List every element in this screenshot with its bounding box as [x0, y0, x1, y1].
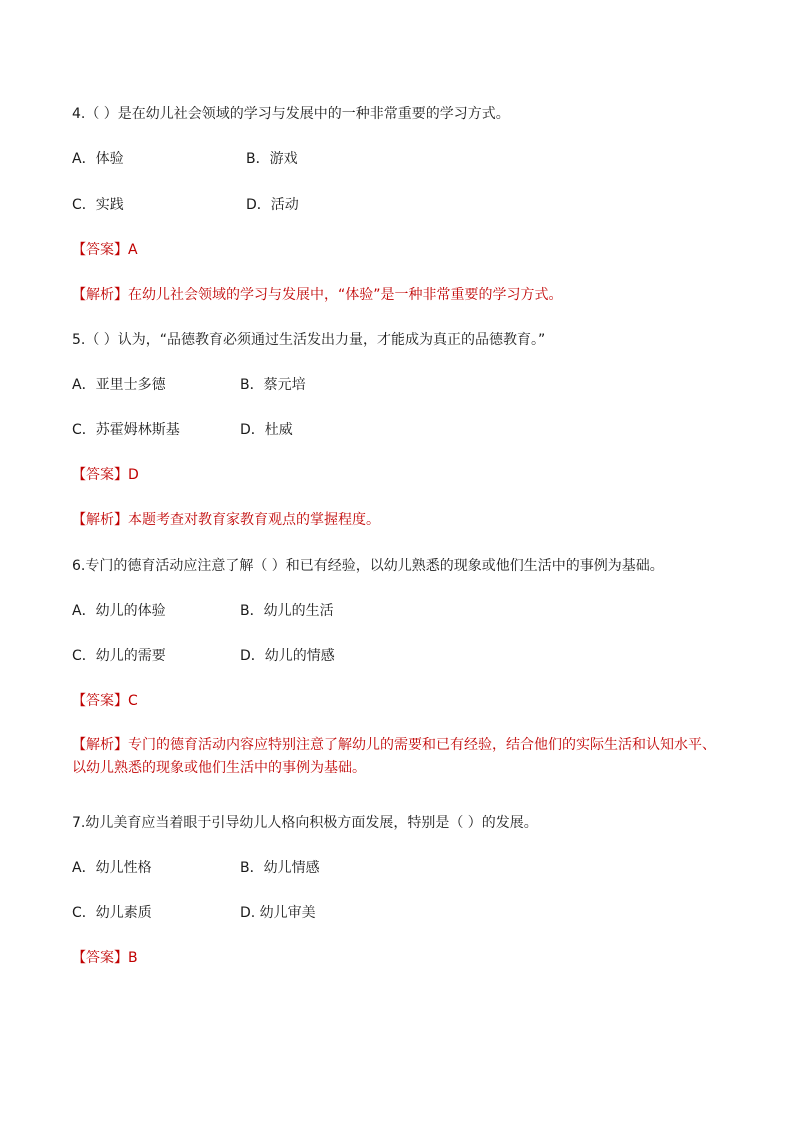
question-6-option-c: C．幼儿的需要 [72, 648, 166, 664]
question-5-stem: 5.（ ）认为，“品德教育必须通过生活发出力量，才能成为真正的品德教育。” [72, 332, 546, 348]
question-5-analysis [72, 510, 380, 530]
question-5-option-c: C．苏霍姆林斯基 [72, 422, 180, 438]
question-4-answer [72, 240, 138, 260]
question-4-option-d: D．活动 [246, 197, 299, 213]
question-4-analysis [72, 285, 563, 305]
question-5-option-d: D．杜威 [240, 422, 293, 438]
answer-value: C [128, 693, 138, 709]
question-7-option-b: B．幼儿情感 [240, 860, 320, 876]
question-5-option-a: A．亚里士多德 [72, 377, 166, 393]
question-4-option-a: A．体验 [72, 151, 124, 167]
question-5-answer [72, 465, 139, 485]
question-7-answer [72, 948, 138, 968]
answer-value: A [128, 242, 138, 258]
question-6-option-a: A．幼儿的体验 [72, 603, 166, 619]
answer-tag: 【答案】 [72, 950, 128, 966]
question-4-option-b: B．游戏 [246, 151, 298, 167]
analysis-tag: 【解析】 [72, 737, 128, 753]
question-6-answer [72, 691, 138, 711]
question-7-option-a: A．幼儿性格 [72, 860, 152, 876]
answer-value: D [128, 467, 139, 483]
analysis-tag: 【解析】 [72, 287, 128, 303]
question-6-option-d: D．幼儿的情感 [240, 648, 335, 664]
question-4-option-c: C．实践 [72, 197, 124, 213]
analysis-text: 本题考查对教育家教育观点的掌握程度。 [128, 512, 380, 528]
analysis-tag: 【解析】 [72, 512, 128, 528]
question-4-stem: 4.（ ）是在幼儿社会领域的学习与发展中的一种非常重要的学习方式。 [72, 106, 510, 122]
analysis-text: 在幼儿社会领域的学习与发展中，“体验”是一种非常重要的学习方式。 [128, 287, 563, 303]
answer-value: B [128, 950, 138, 966]
question-6-option-b: B．幼儿的生活 [240, 603, 334, 619]
question-6-stem: 6.专门的德育活动应注意了解（ ）和已有经验，以幼儿熟悉的现象或他们生活中的事例为基础。 [72, 558, 664, 574]
question-7-option-c: C．幼儿素质 [72, 905, 152, 921]
question-7-option-d: D. 幼儿审美 [240, 905, 316, 921]
answer-tag: 【答案】 [72, 242, 128, 258]
question-5-option-b: B．蔡元培 [240, 377, 306, 393]
answer-tag: 【答案】 [72, 467, 128, 483]
question-7-stem: 7.幼儿美育应当着眼于引导幼儿人格向积极方面发展，特别是（ ）的发展。 [72, 815, 538, 831]
question-6-analysis [72, 734, 722, 780]
answer-tag: 【答案】 [72, 693, 128, 709]
analysis-text: 专门的德育活动内容应特别注意了解幼儿的需要和已有经验，结合他们的实际生活和认知水平、以幼儿熟悉的现象或他们生活中的事例为基础。 [72, 737, 716, 776]
